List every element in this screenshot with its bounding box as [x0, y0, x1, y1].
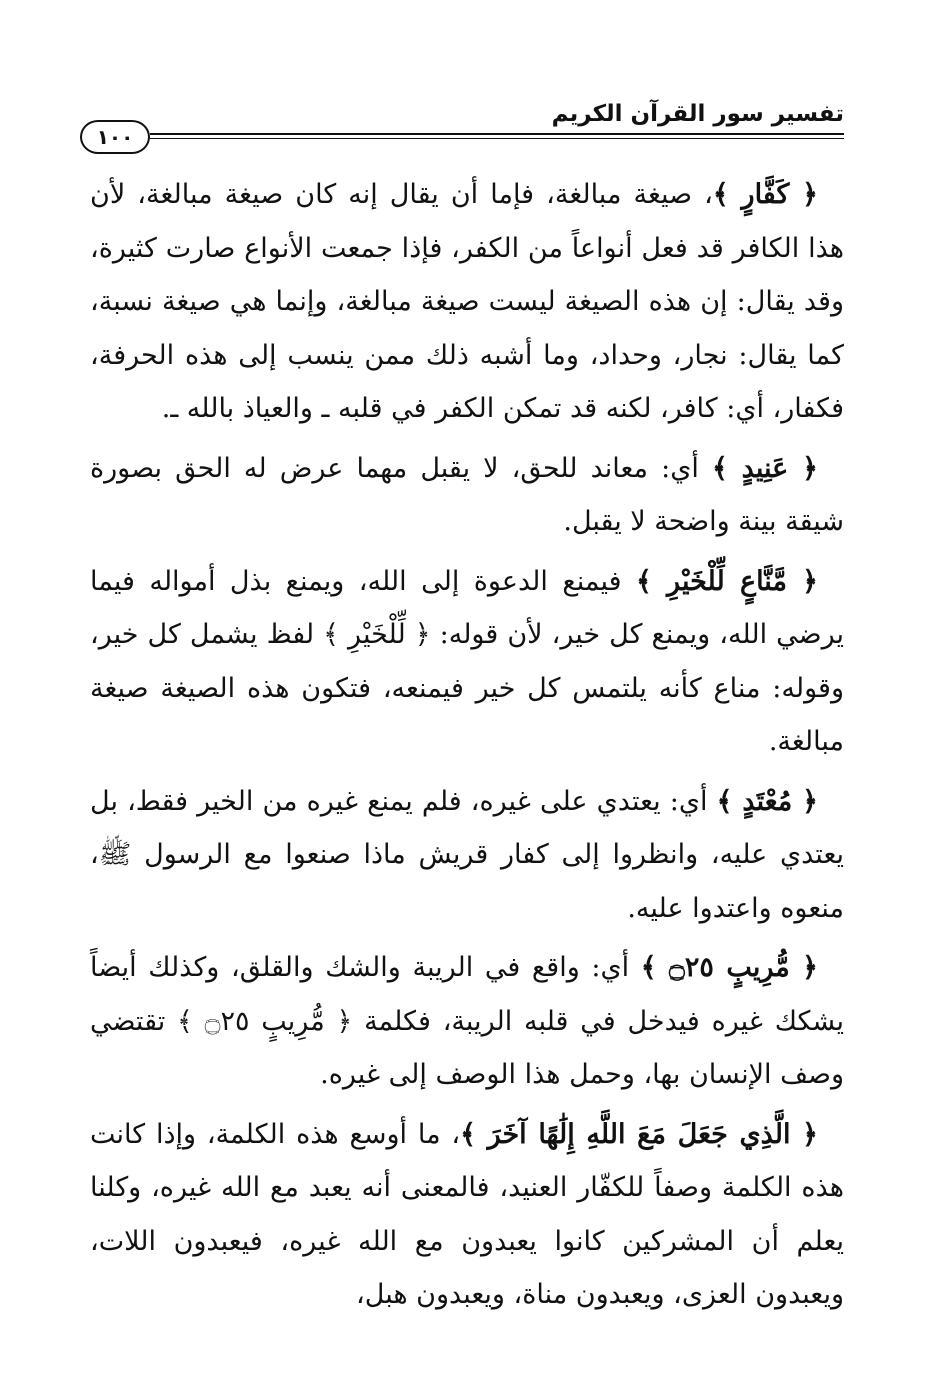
paragraph-mutad: [90, 775, 844, 936]
quran-term: ﴿ الَّذِي جَعَلَ مَعَ اللَّهِ إِلَٰهًا آخَرَ ﴾: [460, 1118, 818, 1150]
page-header: [80, 100, 844, 149]
paragraph-text: فيمنع الدعوة إلى الله، ويمنع بذل أمواله فيما يرضي الله، ويمنع كل خير، لأن قوله: ﴿ لِّلْخَيْرِ ﴾ لفظ يشمل كل خير، وقوله: مناع كأنه يلتمس كل خير فيمنعه، فتكون هذه الصيغة صيغة مبالغة.: [90, 565, 844, 757]
page-number: ١٠٠: [80, 120, 150, 154]
quran-term: ﴿ مُعْتَدٍ ﴾: [716, 785, 818, 817]
paragraph-text: أي: يعتدي على غيره، فلم يمنع غيره من الخير فقط، بل يعتدي عليه، وانظروا إلى كفار قريش ماذا صنعوا مع الرسول ﷺ، منعوه واعتدوا عليه.: [90, 785, 844, 924]
paragraph-anid: [90, 442, 844, 549]
paragraph-kaffar: [90, 168, 844, 436]
quran-term: ﴿ عَنِيدٍ ﴾: [711, 452, 818, 484]
paragraph-text: ، صيغة مبالغة، فإما أن يقال إنه كان صيغة مبالغة، لأن هذا الكافر قد فعل أنواعاً من الكفر، فإذا جمعت الأنواع صارت كثيرة، وقد يقال: إن هذه الصيغة ليست صيغة مبالغة، وإنما هي صيغة نسبة، كما يقال: نجار، وحداد، وما أشبه ذلك ممن ينسب إلى هذه الحرفة، فكفار، أي: كافر، لكنه قد تمكن الكفر في قلبه ـ والعياذ بالله ـ.: [90, 179, 844, 424]
paragraph-text: أي: واقع في الريبة والشك والقلق، وكذلك أيضاً يشكك غيره فيدخل في قلبه الريبة، فكلمة ﴿ مُّرِيبٍ ۝٢٥ ﴾ تقتضي وصف الإنسان بها، وحمل هذا الوصف إلى غيره.: [90, 952, 844, 1090]
book-title: تفسير سور القرآن الكريم: [551, 101, 844, 127]
quran-term: ﴿ مَّنَّاعٍ لِّلْخَيْرِ ﴾: [635, 565, 818, 597]
paragraph-mannaa: [90, 555, 844, 769]
paragraph-alladhi: [90, 1108, 844, 1322]
paragraph-murib: [90, 941, 844, 1102]
paragraph-text: أي: معاند للحق، لا يقبل مهما عرض له الحق بصورة شيقة بينة واضحة لا يقبل.: [90, 452, 844, 537]
header-rule: [150, 133, 844, 135]
paragraph-text: ، ما أوسع هذه الكلمة، وإذا كانت هذه الكلمة وصفاً للكفّار العنيد، فالمعنى أنه يعبد مع الله غيره، وكلنا يعلم أن المشركين كانوا يعبدون مع الله غيره، فيعبدون اللات، ويعبدون العزى، ويعبدون مناة، ويعبدون هبل،: [90, 1118, 844, 1310]
quran-term: ﴿ مُّرِيبٍ ۝٢٥ ﴾: [640, 952, 818, 983]
header-rule-thin: [150, 138, 844, 139]
page-body: [90, 168, 844, 1328]
quran-term: ﴿ كَفَّارٍ ﴾: [712, 179, 819, 210]
